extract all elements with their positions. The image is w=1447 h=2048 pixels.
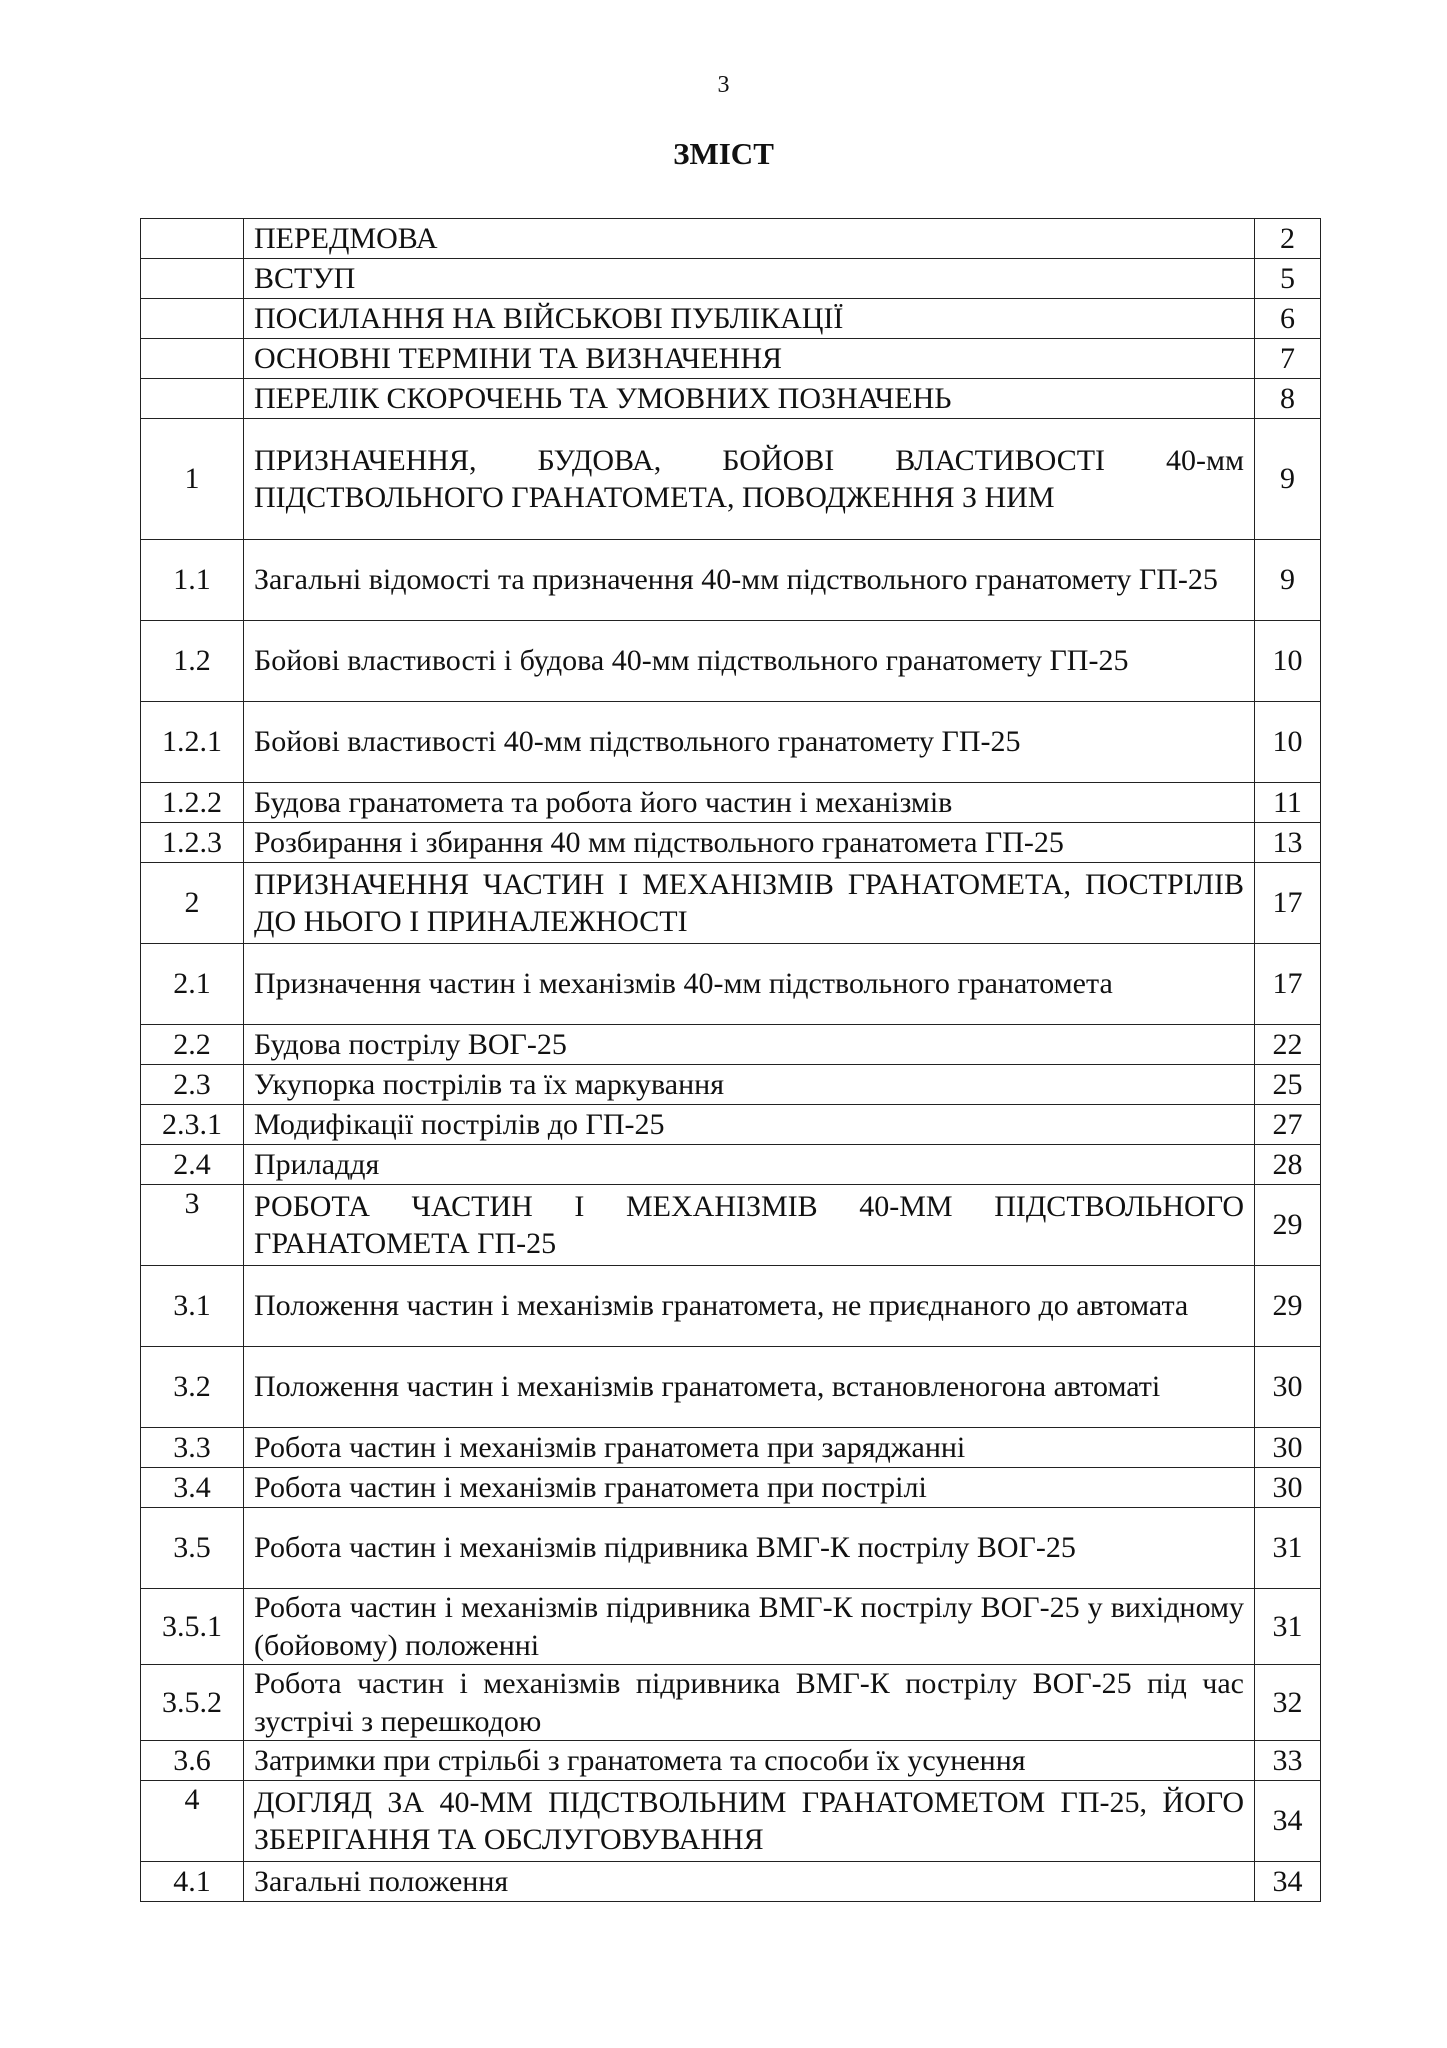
toc-page-number: 2	[1255, 219, 1321, 259]
toc-section-number	[141, 339, 244, 379]
toc-section-title: ОСНОВНІ ТЕРМІНИ ТА ВИЗНАЧЕННЯ	[244, 339, 1255, 379]
toc-page-number: 11	[1255, 783, 1321, 823]
toc-section-title: ПЕРЕДМОВА	[244, 219, 1255, 259]
toc-section-number: 1.2	[141, 621, 244, 702]
toc-page-number: 29	[1255, 1266, 1321, 1347]
toc-section-title: Загальні положення	[244, 1862, 1255, 1902]
toc-row	[141, 1145, 1321, 1185]
toc-row	[141, 1862, 1321, 1902]
page-title: ЗМІСТ	[673, 136, 774, 171]
toc-page-number: 34	[1255, 1862, 1321, 1902]
toc-row	[141, 419, 1321, 540]
toc-section-number: 4.1	[141, 1862, 244, 1902]
toc-section-title: Робота частин і механізмів підривника ВМГ-К пострілу ВОГ-25 під час зустрічі з перешкодою	[244, 1665, 1255, 1741]
toc-page-number: 10	[1255, 702, 1321, 783]
toc-row	[141, 702, 1321, 783]
toc-page-number: 6	[1255, 299, 1321, 339]
toc-section-number: 3.5.2	[141, 1665, 244, 1741]
toc-section-title: ПОСИЛАННЯ НА ВІЙСЬКОВІ ПУБЛІКАЦІЇ	[244, 299, 1255, 339]
toc-section-number: 3	[141, 1185, 244, 1266]
toc-row	[141, 219, 1321, 259]
toc-section-title: Розбирання і збирання 40 мм підствольного гранатомета ГП-25	[244, 823, 1255, 863]
toc-row	[141, 1589, 1321, 1665]
toc-section-number: 2.3	[141, 1065, 244, 1105]
toc-row	[141, 783, 1321, 823]
toc-row	[141, 1468, 1321, 1508]
toc-section-title: Приладдя	[244, 1145, 1255, 1185]
toc-row	[141, 823, 1321, 863]
toc-section-title: Будова гранатомета та робота його частин і механізмів	[244, 783, 1255, 823]
toc-section-title: ПРИЗНАЧЕННЯ ЧАСТИН І МЕХАНІЗМІВ ГРАНАТОМЕТА, ПОСТРІЛІВ ДО НЬОГО І ПРИНАЛЕЖНОСТІ	[244, 863, 1255, 944]
toc-section-number	[141, 259, 244, 299]
toc-section-number: 3.6	[141, 1741, 244, 1781]
toc-page-number: 17	[1255, 944, 1321, 1025]
toc-page-number: 5	[1255, 259, 1321, 299]
toc-section-title: Робота частин і механізмів гранатомета при заряджанні	[244, 1428, 1255, 1468]
toc-section-number: 1	[141, 419, 244, 540]
toc-section-number: 2	[141, 863, 244, 944]
toc-row	[141, 944, 1321, 1025]
table-of-contents	[140, 218, 1321, 1902]
toc-page-number: 28	[1255, 1145, 1321, 1185]
toc-row	[141, 299, 1321, 339]
toc-section-title: Бойові властивості і будова 40-мм підствольного гранатомету ГП-25	[244, 621, 1255, 702]
toc-section-number: 3.5	[141, 1508, 244, 1589]
toc-page-number: 8	[1255, 379, 1321, 419]
toc-row	[141, 379, 1321, 419]
toc-row	[141, 1665, 1321, 1741]
toc-section-number: 2.1	[141, 944, 244, 1025]
toc-page-number: 31	[1255, 1589, 1321, 1665]
toc-page-number: 30	[1255, 1468, 1321, 1508]
toc-page-number: 30	[1255, 1428, 1321, 1468]
toc-section-title: Модифікації пострілів до ГП-25	[244, 1105, 1255, 1145]
toc-row	[141, 1105, 1321, 1145]
toc-row	[141, 1266, 1321, 1347]
toc-row	[141, 863, 1321, 944]
toc-page-number: 29	[1255, 1185, 1321, 1266]
toc-section-number: 3.3	[141, 1428, 244, 1468]
toc-section-title: Затримки при стрільбі з гранатомета та способи їх усунення	[244, 1741, 1255, 1781]
toc-page-number: 25	[1255, 1065, 1321, 1105]
toc-row	[141, 1025, 1321, 1065]
toc-page-number: 31	[1255, 1508, 1321, 1589]
toc-section-title: Укупорка пострілів та їх маркування	[244, 1065, 1255, 1105]
toc-section-number: 3.5.1	[141, 1589, 244, 1665]
toc-section-title: Робота частин і механізмів підривника ВМГ-К пострілу ВОГ-25 у вихідному (бойовому) положенні	[244, 1589, 1255, 1665]
toc-page-number: 32	[1255, 1665, 1321, 1741]
toc-section-number: 3.2	[141, 1347, 244, 1428]
toc-page-number: 27	[1255, 1105, 1321, 1145]
toc-body	[141, 219, 1321, 1902]
toc-page-number: 9	[1255, 419, 1321, 540]
toc-page-number: 22	[1255, 1025, 1321, 1065]
toc-row	[141, 1508, 1321, 1589]
toc-row	[141, 1185, 1321, 1266]
toc-page-number: 13	[1255, 823, 1321, 863]
toc-row	[141, 1428, 1321, 1468]
toc-section-number: 1.1	[141, 540, 244, 621]
toc-page-number: 10	[1255, 621, 1321, 702]
toc-section-title: Будова пострілу ВОГ-25	[244, 1025, 1255, 1065]
toc-page-number: 7	[1255, 339, 1321, 379]
toc-page-number: 9	[1255, 540, 1321, 621]
toc-section-title: Загальні відомості та призначення 40-мм підствольного гранатомету ГП-25	[244, 540, 1255, 621]
toc-page-number: 17	[1255, 863, 1321, 944]
toc-page-number: 30	[1255, 1347, 1321, 1428]
toc-row	[141, 1347, 1321, 1428]
toc-section-number: 3.1	[141, 1266, 244, 1347]
toc-section-title: Робота частин і механізмів гранатомета при пострілі	[244, 1468, 1255, 1508]
toc-section-title: Положення частин і механізмів гранатомета, не приєднаного до автомата	[244, 1266, 1255, 1347]
toc-section-number: 2.2	[141, 1025, 244, 1065]
toc-row	[141, 339, 1321, 379]
toc-section-title: Призначення частин і механізмів 40-мм підствольного гранатомета	[244, 944, 1255, 1025]
toc-section-number: 1.2.2	[141, 783, 244, 823]
toc-section-number	[141, 379, 244, 419]
toc-section-number	[141, 219, 244, 259]
page-number: 3	[717, 72, 730, 98]
toc-section-number	[141, 299, 244, 339]
toc-row	[141, 259, 1321, 299]
toc-row	[141, 1741, 1321, 1781]
toc-row	[141, 1781, 1321, 1862]
toc-section-title: Бойові властивості 40-мм підствольного гранатомету ГП-25	[244, 702, 1255, 783]
toc-section-title: ДОГЛЯД ЗА 40-ММ ПІДСТВОЛЬНИМ ГРАНАТОМЕТОМ ГП-25, ЙОГО ЗБЕРІГАННЯ ТА ОБСЛУГОВУВАННЯ	[244, 1781, 1255, 1862]
toc-section-number: 1.2.3	[141, 823, 244, 863]
toc-row	[141, 1065, 1321, 1105]
toc-row	[141, 621, 1321, 702]
toc-section-title: ВСТУП	[244, 259, 1255, 299]
toc-row	[141, 540, 1321, 621]
toc-section-number: 2.3.1	[141, 1105, 244, 1145]
toc-section-title: ПЕРЕЛІК СКОРОЧЕНЬ ТА УМОВНИХ ПОЗНАЧЕНЬ	[244, 379, 1255, 419]
toc-section-number: 4	[141, 1781, 244, 1862]
toc-page-number: 33	[1255, 1741, 1321, 1781]
toc-section-title: ПРИЗНАЧЕННЯ, БУДОВА, БОЙОВІ ВЛАСТИВОСТІ 40-мм ПІДСТВОЛЬНОГО ГРАНАТОМЕТА, ПОВОДЖЕННЯ З НИМ	[244, 419, 1255, 540]
toc-section-number: 3.4	[141, 1468, 244, 1508]
toc-page-number: 34	[1255, 1781, 1321, 1862]
toc-section-title: Положення частин і механізмів гранатомета, встановленогона автоматі	[244, 1347, 1255, 1428]
toc-section-number: 2.4	[141, 1145, 244, 1185]
toc-section-number: 1.2.1	[141, 702, 244, 783]
toc-section-title: РОБОТА ЧАСТИН І МЕХАНІЗМІВ 40-ММ ПІДСТВОЛЬНОГО ГРАНАТОМЕТА ГП-25	[244, 1185, 1255, 1266]
toc-section-title: Робота частин і механізмів підривника ВМГ-К пострілу ВОГ-25	[244, 1508, 1255, 1589]
